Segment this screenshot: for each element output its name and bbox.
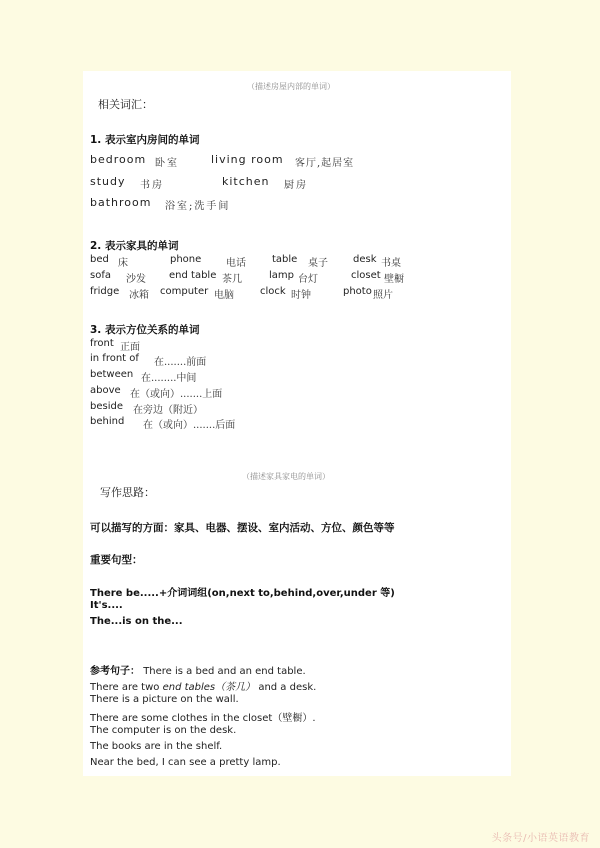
word-cn: 客厅,起居室 xyxy=(295,158,355,169)
word-en: desk xyxy=(353,254,377,265)
reference-sentence-1 xyxy=(90,662,306,677)
vocab-label: 相关词汇： xyxy=(98,98,153,111)
word-en: table xyxy=(272,254,298,265)
word-en: living room xyxy=(211,153,284,166)
word-cn: 正面 xyxy=(120,342,140,353)
sentence-text: and a desk. xyxy=(255,682,317,693)
aspects-text: 可以描写的方面：家具、电器、摆设、室内活动、方位、颜色等等 xyxy=(90,522,395,534)
sentence-text: There is a bed and an end table. xyxy=(143,666,306,677)
word-cn: 电话 xyxy=(226,258,246,269)
word-cn: 在（或向）.......上面 xyxy=(130,389,223,400)
word-cn: 厨房 xyxy=(284,180,308,191)
word-cn: 在旁边（附近） xyxy=(133,405,203,416)
word-en: in front of xyxy=(90,353,139,364)
word-cn: 照片 xyxy=(373,290,393,301)
word-cn: 冰箱 xyxy=(129,290,149,301)
word-en: closet xyxy=(351,270,381,281)
word-en: bed xyxy=(90,254,109,265)
reference-sentence-6: The books are in the shelf. xyxy=(90,741,223,752)
word-en: behind xyxy=(90,416,125,427)
document-page xyxy=(83,71,511,776)
word-en: fridge xyxy=(90,286,120,297)
word-cn: 电脑 xyxy=(214,290,234,301)
word-en: photo xyxy=(343,286,372,297)
word-en: sofa xyxy=(90,270,111,281)
word-en: bathroom xyxy=(90,196,152,209)
sentence-text: There are two xyxy=(90,682,163,693)
word-cn: 台灯 xyxy=(298,274,318,285)
writing-idea-label: 写作思路： xyxy=(100,486,155,499)
word-en: beside xyxy=(90,401,123,412)
word-en: between xyxy=(90,369,134,380)
word-cn: 茶几 xyxy=(222,274,242,285)
reference-sentence-5: The computer is on the desk. xyxy=(90,725,237,736)
word-en: end table xyxy=(169,270,217,281)
patterns-label: 重要句型： xyxy=(90,554,143,566)
reference-sentence-2 xyxy=(90,678,316,693)
reference-sentence-7: Near the bed, I can see a pretty lamp. xyxy=(90,757,281,768)
rooms-heading: 1. 表示室内房间的单词 xyxy=(90,134,200,146)
word-cn: 在（或向）.......后面 xyxy=(143,420,236,431)
word-en: clock xyxy=(260,286,286,297)
reference-label: 参考句子： xyxy=(90,666,140,677)
word-en: computer xyxy=(160,286,209,297)
sentence-text-italic: end tables（茶几） xyxy=(162,682,256,693)
word-cn: 时钟 xyxy=(291,290,311,301)
word-cn: 卧室 xyxy=(155,158,179,169)
section1-caption: （描述房屋内部的单词） xyxy=(247,82,335,91)
word-en: phone xyxy=(170,254,202,265)
word-en: front xyxy=(90,338,114,349)
sentence-pattern: It's.... xyxy=(90,600,123,611)
reference-sentence-4: There are some clothes in the closet（壁橱）. xyxy=(90,713,316,724)
word-en: bedroom xyxy=(90,153,147,166)
word-en: kitchen xyxy=(222,175,270,188)
word-cn: 沙发 xyxy=(126,274,146,285)
word-cn: 桌子 xyxy=(308,258,328,269)
word-en: above xyxy=(90,385,121,396)
furniture-heading: 2. 表示家具的单词 xyxy=(90,240,179,252)
word-cn: 壁橱 xyxy=(384,274,404,285)
positions-heading: 3. 表示方位关系的单词 xyxy=(90,324,200,336)
word-en: lamp xyxy=(269,270,294,281)
word-cn: 书桌 xyxy=(381,258,401,269)
word-cn: 床 xyxy=(118,258,128,269)
word-cn: 浴室;洗手间 xyxy=(165,201,231,212)
sentence-pattern: There be.....+介词词组(on,next to,behind,over,under 等) xyxy=(90,588,395,599)
sentence-pattern: The...is on the... xyxy=(90,616,183,627)
word-en: study xyxy=(90,175,126,188)
reference-sentence-3: There is a picture on the wall. xyxy=(90,694,239,705)
word-cn: 在.......前面 xyxy=(154,357,207,368)
word-cn: 在........中间 xyxy=(141,373,197,384)
section2-caption: （描述家具家电的单词） xyxy=(242,472,330,481)
word-cn: 书房 xyxy=(140,180,164,191)
watermark: 头条号/小语英语教育 xyxy=(491,833,590,844)
